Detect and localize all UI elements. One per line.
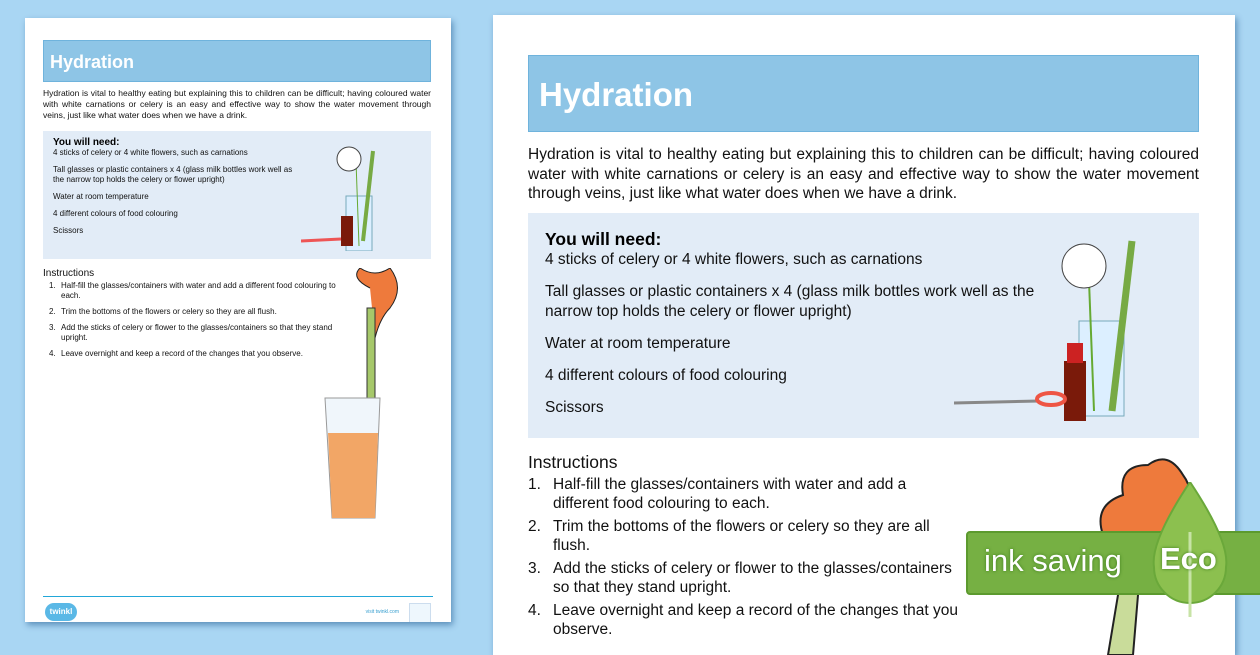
- material-item: Water at room temperature: [545, 335, 731, 352]
- instruction-step: 4. Leave overnight and keep a record of the changes that you observe.: [528, 602, 959, 638]
- materials-box: [528, 213, 1199, 438]
- instructions-section: [528, 452, 958, 643]
- material-item: Water at room temperature: [53, 192, 149, 201]
- instructions-heading: Instructions: [528, 452, 618, 472]
- material-item: 4 sticks of celery or 4 white flowers, such as carnations: [53, 148, 248, 157]
- ink-saving-label: ink saving: [984, 543, 1122, 578]
- page-footer: [43, 596, 433, 616]
- material-item: 4 different colours of food colouring: [53, 209, 178, 218]
- instruction-step: 3. Add the sticks of celery or flower to the glasses/containers so that they stand upright.: [528, 560, 952, 596]
- materials-heading: You will need:: [545, 229, 662, 249]
- material-item: Tall glasses or plastic containers x 4 (glass milk bottles work well as the narrow top holds the celery or flower upright): [53, 165, 293, 184]
- materials-heading: You will need:: [53, 137, 120, 148]
- instruction-step: 2. Trim the bottoms of the flowers or celery so they are all flush.: [49, 307, 277, 316]
- eco-label: Eco: [1160, 541, 1217, 576]
- intro-text: Hydration is vital to healthy eating but explaining this to children can be difficult; having coloured water with white carnations or celery is an easy and effective way to show the water movement through veins, just like what water does when we have a drink.: [528, 146, 1199, 202]
- instructions-section: [43, 268, 353, 365]
- material-item: Tall glasses or plastic containers x 4 (glass milk bottles work well as the narrow top holds the celery or flower upright): [545, 283, 1035, 320]
- footer-url: visit twinkl.com: [365, 609, 399, 615]
- page-title: Hydration: [43, 40, 431, 82]
- material-item: 4 different colours of food colouring: [545, 367, 787, 384]
- material-item: 4 sticks of celery or 4 white flowers, such as carnations: [545, 251, 923, 268]
- instruction-step: 4. Leave overnight and keep a record of the changes that you observe.: [49, 349, 303, 358]
- preview-page-thumbnail[interactable]: [25, 18, 451, 622]
- intro-text: Hydration is vital to healthy eating but explaining this to children can be difficult; having coloured water with white carnations or celery is an easy and effective way to show the water movement through veins, just like what water does when we have a drink.: [43, 88, 431, 120]
- celery-scissors-illustration: [301, 141, 391, 251]
- celery-scissors-illustration: [954, 231, 1164, 426]
- quality-badge-icon: [409, 603, 431, 622]
- instruction-step: 3. Add the sticks of celery or flower to the glasses/containers so that they stand upright.: [49, 323, 333, 342]
- material-item: Scissors: [545, 399, 604, 416]
- celery-glass-illustration: [320, 268, 420, 528]
- materials-box: [43, 131, 431, 259]
- instructions-heading: Instructions: [43, 268, 95, 279]
- instruction-step: 1. Half-fill the glasses/containers with water and add a different food colouring to each.: [49, 281, 336, 300]
- instruction-step: 2. Trim the bottoms of the flowers or celery so they are all flush.: [528, 518, 930, 554]
- page-title: Hydration: [528, 55, 1199, 132]
- material-item: Scissors: [53, 226, 84, 235]
- instruction-step: 1. Half-fill the glasses/containers with water and add a different food colouring to each.: [528, 476, 907, 512]
- twinkl-logo: twinkl: [45, 603, 77, 621]
